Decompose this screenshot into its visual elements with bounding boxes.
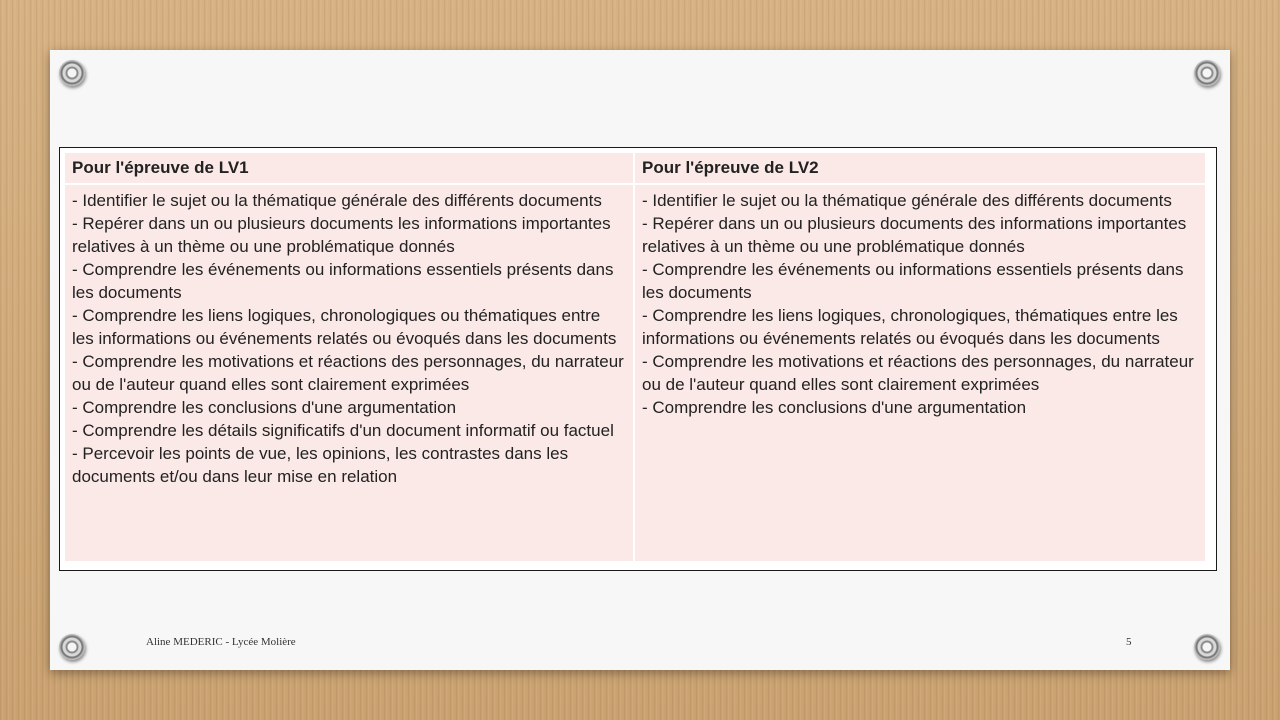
lv2-item: - Comprendre les motivations et réactions des personnages, du narrateur ou de l'auteur quand elles sont clairement exprimées bbox=[642, 352, 1194, 394]
lv2-item: - Comprendre les liens logiques, chronologiques, thématiques entre les informations ou événements relatés ou évoqués dans les documents bbox=[642, 306, 1178, 348]
table-row bbox=[65, 185, 1205, 561]
lv1-item: - Comprendre les liens logiques, chronologiques ou thématiques entre les informations ou événements relatés ou évoqués dans les documents bbox=[72, 306, 617, 348]
lv1-item: - Repérer dans un ou plusieurs documents les informations importantes relatives à un thème ou une problématique donnés bbox=[72, 214, 611, 256]
header-lv2: Pour l'épreuve de LV2 bbox=[635, 153, 1205, 183]
lv1-cell bbox=[65, 185, 633, 561]
lv1-item: - Identifier le sujet ou la thématique générale des différents documents bbox=[72, 191, 602, 210]
lv2-cell bbox=[635, 185, 1205, 561]
header-lv1: Pour l'épreuve de LV1 bbox=[65, 153, 633, 183]
criteria-table bbox=[63, 151, 1207, 563]
pin-icon-top-right bbox=[1194, 60, 1220, 86]
lv1-item: - Comprendre les événements ou informations essentiels présents dans les documents bbox=[72, 260, 614, 302]
lv1-item: - Comprendre les motivations et réactions des personnages, du narrateur ou de l'auteur quand elles sont clairement exprimées bbox=[72, 352, 624, 394]
criteria-table-frame bbox=[59, 147, 1217, 571]
lv1-item: - Comprendre les détails significatifs d'un document informatif ou factuel bbox=[72, 421, 614, 440]
slide bbox=[50, 50, 1230, 670]
pin-icon-bottom-right bbox=[1194, 634, 1220, 660]
lv1-item: - Percevoir les points de vue, les opinions, les contrastes dans les documents et/ou dans leur mise en relation bbox=[72, 444, 569, 486]
lv1-item: - Comprendre les conclusions d'une argumentation bbox=[72, 398, 457, 417]
footer-author: Aline MEDERIC - Lycée Molière bbox=[146, 636, 296, 648]
lv2-item: - Repérer dans un ou plusieurs documents des informations importantes relatives à un thème ou une problématique donnés bbox=[642, 214, 1187, 256]
lv2-item: - Comprendre les conclusions d'une argumentation bbox=[642, 398, 1027, 417]
footer-page-number: 5 bbox=[1126, 636, 1132, 648]
pin-icon-top-left bbox=[59, 60, 85, 86]
lv2-item: - Comprendre les événements ou informations essentiels présents dans les documents bbox=[642, 260, 1184, 302]
lv2-item: - Identifier le sujet ou la thématique générale des différents documents bbox=[642, 191, 1172, 210]
table-header-row bbox=[65, 153, 1205, 183]
pin-icon-bottom-left bbox=[59, 634, 85, 660]
